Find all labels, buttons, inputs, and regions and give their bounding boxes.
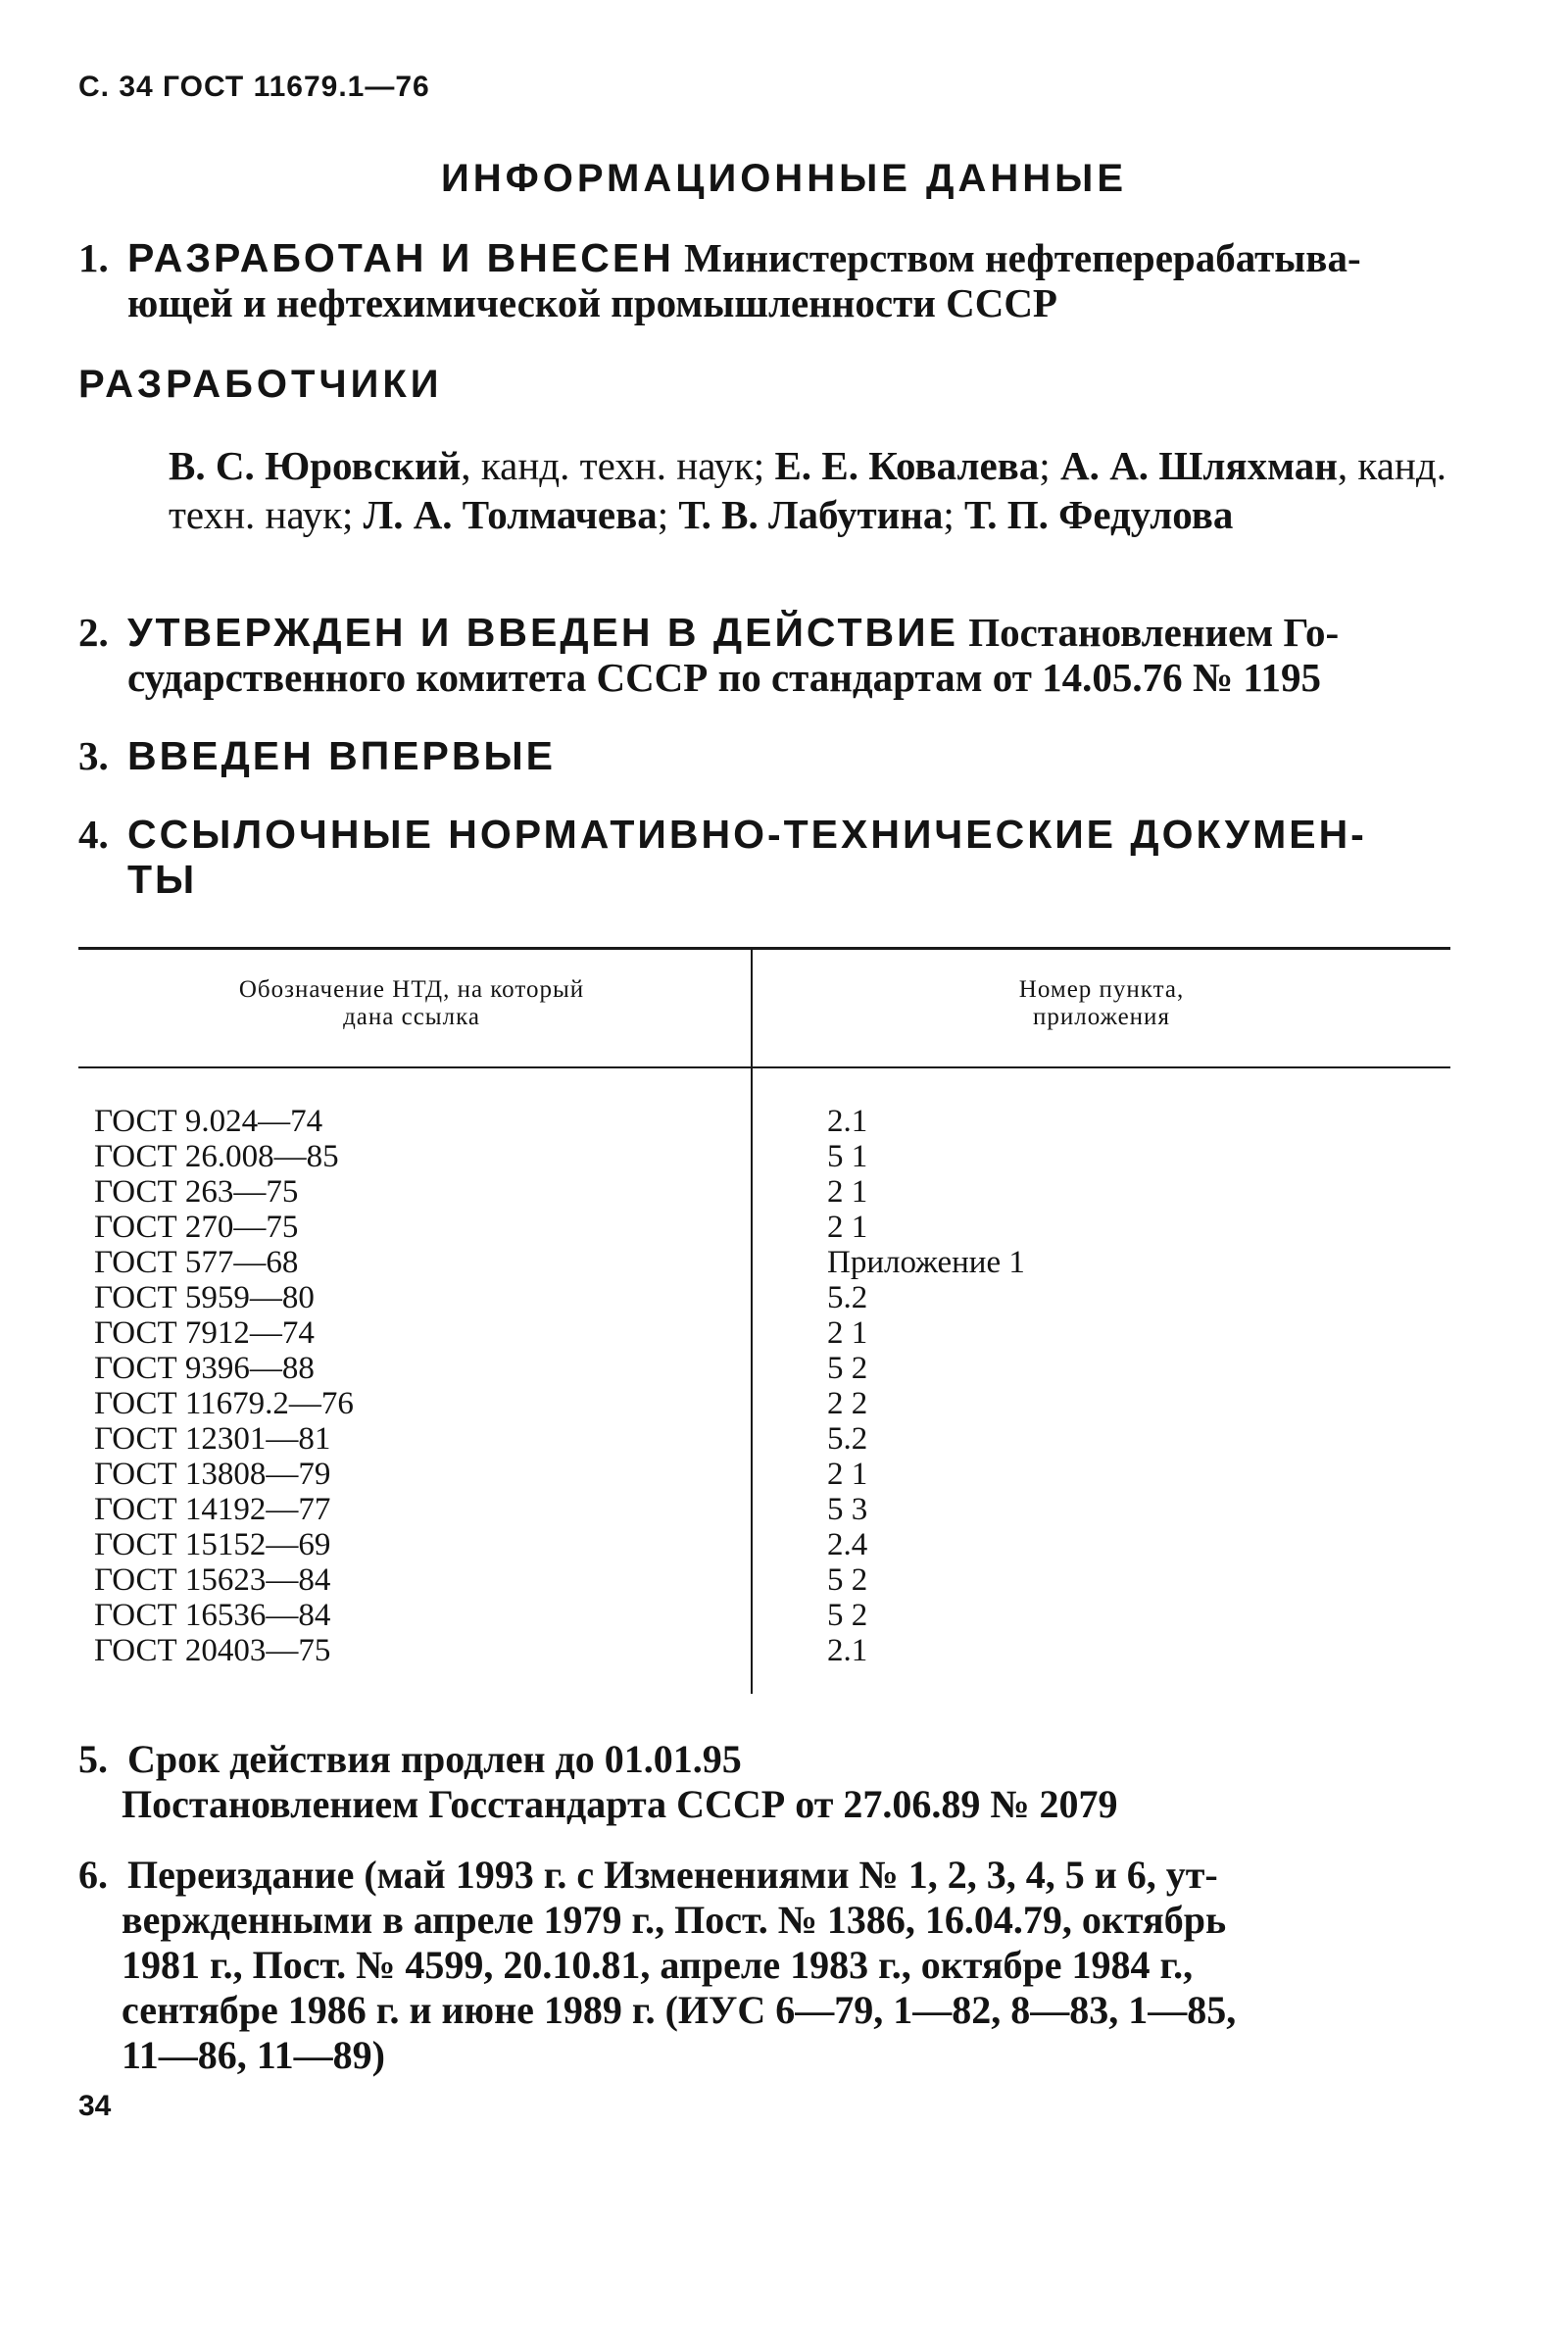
header-line: дана ссылка (343, 1004, 480, 1030)
item-text: Постановлением Го- (968, 610, 1340, 655)
page-header: С. 34 ГОСТ 11679.1—76 (78, 71, 430, 103)
item-4-reference-documents (78, 812, 1446, 902)
table-column-documents (78, 1104, 725, 1668)
table-cell-ref: 2 2 (827, 1386, 868, 1421)
table-cell-doc: ГОСТ 5959—80 (94, 1280, 315, 1315)
table-cell-ref: 2.4 (827, 1527, 868, 1562)
table-cell-doc: ГОСТ 26.008—85 (94, 1139, 339, 1174)
table-cell-doc: ГОСТ 11679.2—76 (94, 1386, 354, 1421)
developer-name: Е. Е. Ковалева (774, 443, 1040, 488)
item-number: 3. (78, 733, 109, 778)
developer-title: , канд. техн. наук; (169, 443, 1446, 537)
table-cell-ref: 5 2 (827, 1598, 868, 1633)
item-number: 2. (78, 610, 109, 655)
table-header-document (78, 976, 745, 1031)
table-top-rule (78, 947, 1450, 950)
table-column-clauses (753, 1104, 1450, 1668)
item-5-validity-extended (78, 1737, 1446, 1827)
table-cell-doc: ГОСТ 15152—69 (94, 1527, 331, 1562)
developer-name: Т. В. Лабутина (678, 492, 944, 537)
table-cell-ref: 2.1 (827, 1104, 868, 1139)
table-cell-ref: 5 3 (827, 1492, 868, 1527)
table-cell-doc: ГОСТ 9396—88 (94, 1351, 315, 1386)
item-text-continued: вержденными в апреле 1979 г., Пост. № 1386, 16.04.79, октябрь (122, 1898, 1227, 1942)
table-cell-doc: ГОСТ 577—68 (94, 1245, 299, 1280)
developer-name: А. А. Шляхман (1060, 443, 1338, 488)
item-6-reissue (78, 1853, 1446, 2078)
item-text-continued: сударственного комитета СССР по стандартам от 14.05.76 № 1195 (127, 655, 1322, 700)
item-text-continued: Постановлением Госстандарта СССР от 27.06.89 № 2079 (122, 1782, 1118, 1826)
developers-heading: РАЗРАБОТЧИКИ (78, 363, 443, 406)
item-text: Переиздание (май 1993 г. с Изменениями № 1, 2, 3, 4, 5 и 6, ут- (127, 1853, 1218, 1897)
table-header-rule (78, 1066, 1450, 1068)
table-cell-doc: ГОСТ 263—75 (94, 1174, 299, 1210)
table-cell-doc: ГОСТ 16536—84 (94, 1598, 331, 1633)
item-text-continued: 1981 г., Пост. № 4599, 20.10.81, апреле 1983 г., октябре 1984 г., (122, 1943, 1194, 1987)
item-text: Министерством нефтеперерабатыва- (684, 235, 1361, 280)
header-line: Номер пункта, (1018, 976, 1185, 1003)
item-3-first-introduced (78, 733, 1446, 778)
separator: ; (657, 492, 679, 537)
developer-name: Т. П. Федулова (964, 492, 1234, 537)
item-text: Срок действия продлен до 01.01.95 (127, 1737, 742, 1781)
table-cell-ref: 2 1 (827, 1457, 868, 1492)
item-number: 6. (78, 1853, 108, 1897)
item-caps-label: ВВЕДЕН ВПЕРВЫЕ (127, 733, 556, 778)
developer-name: В. С. Юровский (169, 443, 462, 488)
table-cell-ref: 2.1 (827, 1633, 868, 1668)
separator: ; (943, 492, 965, 537)
item-text-continued: сентябре 1986 г. и июне 1989 г. (ИУС 6—79, 1—82, 8—83, 1—85, (122, 1988, 1237, 2032)
item-text-continued: ющей и нефтехимической промышленности СССР (127, 280, 1057, 325)
table-cell-ref: 5 2 (827, 1562, 868, 1598)
developers-list (169, 441, 1446, 539)
table-cell-ref: 5.2 (827, 1421, 868, 1457)
table-cell-ref: 5 1 (827, 1139, 868, 1174)
developer-title: , канд. техн. наук; (461, 443, 775, 488)
item-caps-label: УТВЕРЖДЕН И ВВЕДЕН В ДЕЙСТВИЕ (127, 610, 958, 655)
header-line: Обозначение НТД, на который (238, 976, 585, 1003)
table-cell-doc: ГОСТ 270—75 (94, 1210, 299, 1245)
page-title: ИНФОРМАЦИОННЫЕ ДАННЫЕ (440, 157, 1128, 200)
table-cell-doc: ГОСТ 7912—74 (94, 1315, 315, 1351)
table-cell-doc: ГОСТ 12301—81 (94, 1421, 331, 1457)
header-line: приложения (1033, 1004, 1170, 1030)
table-cell-doc: ГОСТ 9.024—74 (94, 1104, 323, 1139)
table-cell-doc: ГОСТ 20403—75 (94, 1633, 331, 1668)
item-caps-label: ССЫЛОЧНЫЕ НОРМАТИВНО-ТЕХНИЧЕСКИЕ ДОКУМЕН- (127, 812, 1367, 857)
table-cell-doc: ГОСТ 14192—77 (94, 1492, 331, 1527)
item-number: 1. (78, 235, 109, 280)
table-cell-doc: ГОСТ 15623—84 (94, 1562, 331, 1598)
item-caps-label: РАЗРАБОТАН И ВНЕСЕН (127, 235, 674, 280)
table-header-clause (753, 976, 1450, 1031)
table-cell-doc: ГОСТ 13808—79 (94, 1457, 331, 1492)
developer-name: Л. А. Толмачева (363, 492, 658, 537)
item-number: 4. (78, 812, 109, 857)
table-cell-ref: 2 1 (827, 1174, 868, 1210)
table-cell-ref: Приложение 1 (827, 1245, 1025, 1280)
item-number: 5. (78, 1737, 108, 1781)
item-2-approved (78, 610, 1446, 700)
table-cell-ref: 2 1 (827, 1315, 868, 1351)
table-cell-ref: 2 1 (827, 1210, 868, 1245)
separator: ; (1039, 443, 1061, 488)
item-caps-label-continued: ТЫ (127, 857, 198, 902)
page-number: 34 (78, 2090, 112, 2122)
item-text-continued: 11—86, 11—89) (122, 2033, 385, 2077)
item-1-developed (78, 235, 1446, 325)
table-cell-ref: 5.2 (827, 1280, 868, 1315)
table-cell-ref: 5 2 (827, 1351, 868, 1386)
